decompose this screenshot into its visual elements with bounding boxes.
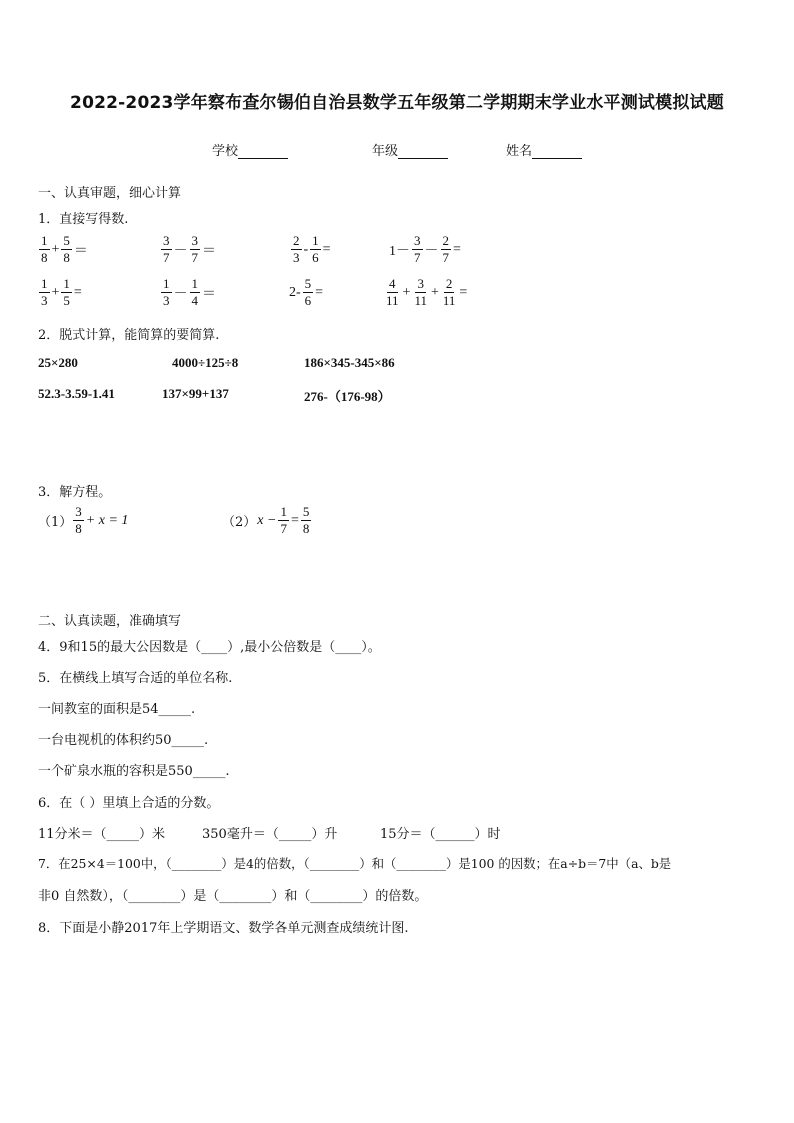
fraction [190,277,201,308]
q1-label: 1．直接写得数. [38,212,129,227]
denominator: 7 [442,250,449,265]
denominator: 3 [293,250,300,265]
denominator: 8 [63,250,70,265]
fraction [412,277,429,308]
fraction [441,277,458,308]
operator: － [173,286,188,302]
eq1-fraction [73,505,84,536]
section2-heading: 二、认真读题，准确填写 [38,614,182,629]
section1-heading: 一、认真审题，细心计算 [38,186,182,201]
q4-text: 4．9和15的最大公因数是（____）,最小公倍数是（____）。 [38,640,381,655]
denominator: 7 [163,250,170,265]
q2-expr: 137×99+137 [162,386,229,401]
numerator: 1 [163,276,170,291]
numerator: 3 [417,276,424,291]
fraction [39,277,50,308]
fraction [61,277,72,308]
q1-item [38,277,83,308]
q2-expr: 25×280 [38,355,78,370]
denominator: 11 [414,293,427,308]
numerator: 2 [293,233,300,248]
q2-label: 2．脱式计算，能简算的要简算. [38,328,220,343]
operator: + [51,241,60,257]
denominator: 7 [280,521,287,536]
denominator: 5 [63,293,70,308]
operator: ＝ [73,243,88,259]
numerator: 2 [442,233,449,248]
fraction [161,234,172,265]
q5-line: 一台电视机的体积约50_____. [38,733,209,748]
numerator: 1 [41,276,48,291]
numerator: 1 [63,276,70,291]
q1-item [160,277,217,308]
eq2-fraction-1 [278,505,289,536]
q6-label: 6．在（ ）里填上合适的分数。 [38,796,220,811]
q5-line: 一间教室的面积是54_____. [38,702,196,717]
name-label: 姓名 [506,144,533,159]
denominator: 3 [163,293,170,308]
q1-item [160,234,217,265]
q6-item: 15分＝（______）时 [380,827,501,842]
numerator: 5 [304,276,312,291]
fraction [310,234,321,265]
numerator: 5 [63,233,70,248]
numerator: 2 [445,276,453,291]
school-blank[interactable] [238,144,288,159]
q3-equation-2 [222,505,312,536]
q8-text: 8．下面是小静2017年上学期语文、数学各单元测查成绩统计图. [38,921,409,936]
operator: 2- [289,284,301,300]
q6-item: 350毫升＝（_____）升 [202,827,338,842]
denominator: 7 [414,250,421,265]
operator: － [424,243,439,259]
fraction [303,277,314,308]
denominator: 4 [191,293,198,308]
numerator: 1 [312,233,319,248]
grade-blank[interactable] [398,144,448,159]
fraction [161,277,172,308]
operator: = [459,284,468,300]
denominator: 8 [302,521,310,536]
q1-item [383,277,468,308]
fraction [412,234,423,265]
denominator: 3 [41,293,48,308]
fraction [291,234,302,265]
operator: + [51,284,60,300]
eq1-rest: + x = 1 [85,512,129,528]
denominator: 11 [386,293,399,308]
q2-expr: 52.3-3.59-1.41 [38,386,115,401]
name-blank[interactable] [532,144,582,159]
grade-field [372,140,448,159]
name-field [506,140,582,159]
numerator: 5 [302,504,310,519]
q1-item [388,234,462,265]
numerator: 3 [75,504,82,519]
eq2-prefix: （2） [222,515,257,530]
page-title: 2022-2023学年察布查尔锡伯自治县数学五年级第二学期期末学业水平测试模拟试题 [70,93,724,113]
numerator: 1 [41,233,48,248]
q1-item [290,234,332,265]
operator: = [73,284,82,300]
grade-label: 年级 [372,144,399,159]
q1-item [288,277,324,308]
q6-item: 11分米＝（_____）米 [38,827,166,842]
operator: = [315,284,324,300]
numerator: 1 [191,276,198,291]
fraction [39,234,50,265]
q1-item [38,234,89,265]
numerator: 1 [280,504,287,519]
eq2-equals: = [290,512,299,528]
numerator: 3 [163,233,170,248]
numerator: 4 [389,276,396,291]
q7-line-2: 非0 自然数），（________）是（________）和（________）的倍数。 [38,889,428,904]
q7-line-1: 7．在25×4＝100中，（________）是4的倍数，（________）和（________）是100 的因数；在a÷b＝7中（a、b是 [38,856,672,871]
q5-label: 5．在横线上填写合适的单位名称. [38,671,233,686]
numerator: 3 [414,233,421,248]
eq2-fraction-2 [301,505,312,536]
q2-expr: 186×345-345×86 [304,355,395,370]
q5-line: 一个矿泉水瓶的容积是550_____. [38,764,230,779]
q2-expr: 276-（176-98） [304,389,391,404]
eq1-prefix: （1） [38,515,73,530]
operator: - [303,241,309,257]
fraction [61,234,72,265]
denominator: 6 [304,293,312,308]
operator: ＝ [202,243,216,259]
fraction [384,277,401,308]
operator: + [430,284,439,300]
operator: + [402,284,411,300]
school-label: 学校 [212,144,239,159]
denominator: 7 [191,250,198,265]
fraction [190,234,201,265]
q3-equation-1 [38,505,129,536]
denominator: 6 [312,250,319,265]
denominator: 8 [41,250,48,265]
denominator: 11 [442,293,456,308]
school-field [212,140,288,159]
q3-label: 3．解方程。 [38,485,112,500]
operator: 1－ [389,243,410,259]
operator: ＝ [202,286,216,302]
eq2-x: x − [257,512,277,528]
numerator: 3 [191,233,198,248]
denominator: 8 [75,521,82,536]
operator: － [173,243,188,259]
operator: = [453,241,461,257]
operator: = [322,241,331,257]
q2-expr: 4000÷125÷8 [172,355,239,370]
fraction [441,234,452,265]
